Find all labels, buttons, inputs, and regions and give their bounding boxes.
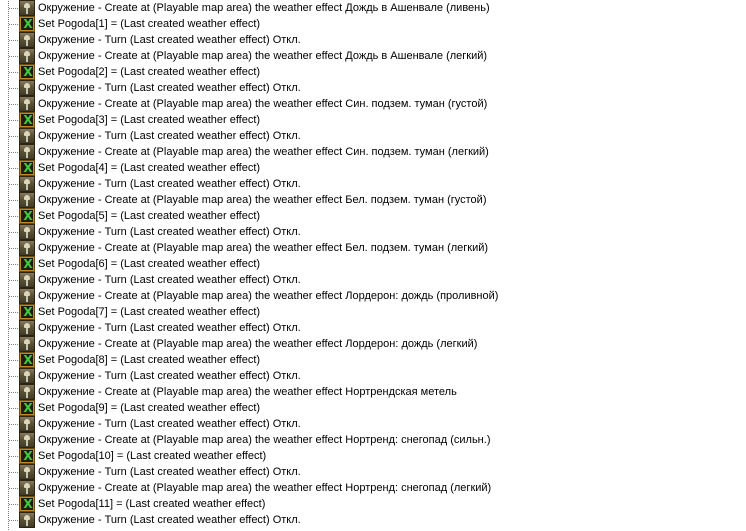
action-label: Окружение - Create at (Playable map area) the weather effect Син. подзем. туман (легкий) [38, 146, 489, 158]
action-row[interactable] [0, 256, 746, 272]
set-variable-icon [19, 496, 35, 512]
weather-icon [19, 512, 35, 528]
action-row[interactable] [0, 224, 746, 240]
weather-icon [19, 176, 35, 192]
action-row[interactable] [0, 272, 746, 288]
set-variable-icon [19, 160, 35, 176]
tree-branch-line [9, 56, 18, 57]
action-label: Окружение - Create at (Playable map area) the weather effect Бел. подзем. туман (густой) [38, 194, 487, 206]
weather-icon [19, 288, 35, 304]
action-label: Окружение - Turn (Last created weather effect) Откл. [38, 514, 301, 526]
set-variable-icon [19, 304, 35, 320]
weather-icon [19, 272, 35, 288]
tree-branch-line [9, 40, 18, 41]
action-label: Set Pogoda[1] = (Last created weather effect) [38, 18, 261, 30]
action-label: Set Pogoda[6] = (Last created weather effect) [38, 258, 261, 270]
action-label: Окружение - Create at (Playable map area) the weather effect Нортрендская метель [38, 386, 457, 398]
action-label: Окружение - Create at (Playable map area) the weather effect Дождь в Ашенвале (легкий) [38, 50, 488, 62]
tree-branch-line [9, 184, 18, 185]
action-row[interactable] [0, 352, 746, 368]
action-row[interactable] [0, 320, 746, 336]
set-variable-icon [19, 208, 35, 224]
tree-branch-line [9, 8, 18, 9]
tree-branch-line [9, 456, 18, 457]
action-row[interactable] [0, 16, 746, 32]
action-row[interactable] [0, 96, 746, 112]
tree-branch-line [9, 168, 18, 169]
action-label: Окружение - Turn (Last created weather effect) Откл. [38, 226, 301, 238]
tree-branch-line [9, 408, 18, 409]
tree-branch-line [9, 280, 18, 281]
action-row[interactable] [0, 464, 746, 480]
action-label: Окружение - Turn (Last created weather effect) Откл. [38, 130, 301, 142]
weather-icon [19, 96, 35, 112]
action-label: Set Pogoda[2] = (Last created weather effect) [38, 66, 261, 78]
action-row[interactable] [0, 288, 746, 304]
weather-icon [19, 416, 35, 432]
tree-branch-line [9, 376, 18, 377]
action-row[interactable] [0, 416, 746, 432]
action-row[interactable] [0, 128, 746, 144]
action-label: Окружение - Create at (Playable map area) the weather effect Нортренд: снегопад (сильн.) [38, 434, 491, 446]
weather-icon [19, 32, 35, 48]
action-row[interactable] [0, 304, 746, 320]
action-label: Окружение - Create at (Playable map area) the weather effect Бел. подзем. туман (легкий) [38, 242, 489, 254]
tree-branch-line [9, 104, 18, 105]
tree-branch-line [9, 232, 18, 233]
weather-icon [19, 0, 35, 16]
action-row[interactable] [0, 240, 746, 256]
action-label: Окружение - Turn (Last created weather effect) Откл. [38, 82, 301, 94]
action-row[interactable] [0, 0, 746, 16]
tree-branch-line [9, 392, 18, 393]
set-variable-icon [19, 352, 35, 368]
tree-branch-line [9, 328, 18, 329]
action-row[interactable] [0, 512, 746, 528]
tree-branch-line [9, 248, 18, 249]
action-row[interactable] [0, 80, 746, 96]
action-label: Окружение - Turn (Last created weather effect) Откл. [38, 34, 301, 46]
weather-icon [19, 464, 35, 480]
action-label: Окружение - Create at (Playable map area) the weather effect Дождь в Ашенвале (ливень) [38, 2, 490, 14]
tree-branch-line [9, 88, 18, 89]
action-row[interactable] [0, 48, 746, 64]
action-row[interactable] [0, 32, 746, 48]
action-label: Set Pogoda[9] = (Last created weather effect) [38, 402, 261, 414]
weather-icon [19, 144, 35, 160]
action-row[interactable] [0, 336, 746, 352]
tree-branch-line [9, 296, 18, 297]
action-label: Окружение - Turn (Last created weather effect) Откл. [38, 466, 301, 478]
action-row[interactable] [0, 64, 746, 80]
weather-icon [19, 432, 35, 448]
action-label: Set Pogoda[11] = (Last created weather effect) [38, 498, 266, 510]
weather-icon [19, 224, 35, 240]
action-label: Окружение - Create at (Playable map area) the weather effect Лордерон: дождь (легкий) [38, 338, 478, 350]
action-row[interactable] [0, 432, 746, 448]
action-label: Set Pogoda[8] = (Last created weather effect) [38, 354, 261, 366]
weather-icon [19, 336, 35, 352]
action-label: Окружение - Turn (Last created weather effect) Откл. [38, 178, 301, 190]
tree-branch-line [9, 520, 18, 521]
tree-branch-line [9, 472, 18, 473]
set-variable-icon [19, 256, 35, 272]
weather-icon [19, 368, 35, 384]
set-variable-icon [19, 16, 35, 32]
set-variable-icon [19, 448, 35, 464]
action-label: Окружение - Turn (Last created weather effect) Откл. [38, 370, 301, 382]
set-variable-icon [19, 64, 35, 80]
action-row[interactable] [0, 144, 746, 160]
action-label: Окружение - Create at (Playable map area) the weather effect Нортренд: снегопад (легкий) [38, 482, 492, 494]
action-row[interactable] [0, 384, 746, 400]
action-row[interactable] [0, 400, 746, 416]
tree-branch-line [9, 216, 18, 217]
weather-icon [19, 384, 35, 400]
action-label: Окружение - Turn (Last created weather effect) Откл. [38, 274, 301, 286]
weather-icon [19, 48, 35, 64]
tree-branch-line [9, 152, 18, 153]
weather-icon [19, 128, 35, 144]
tree-branch-line [9, 424, 18, 425]
tree-branch-line [9, 200, 18, 201]
action-row[interactable] [0, 192, 746, 208]
action-row[interactable] [0, 480, 746, 496]
action-label: Окружение - Turn (Last created weather effect) Откл. [38, 418, 301, 430]
action-row[interactable] [0, 496, 746, 512]
weather-icon [19, 320, 35, 336]
tree-branch-line [9, 24, 18, 25]
action-row[interactable] [0, 160, 746, 176]
action-label: Окружение - Create at (Playable map area) the weather effect Лордерон: дождь (проливной) [38, 290, 499, 302]
tree-branch-line [9, 360, 18, 361]
action-label: Set Pogoda[4] = (Last created weather effect) [38, 162, 261, 174]
action-label: Set Pogoda[10] = (Last created weather effect) [38, 450, 267, 462]
tree-branch-line [9, 344, 18, 345]
weather-icon [19, 192, 35, 208]
tree-branch-line [9, 136, 18, 137]
tree-branch-line [9, 504, 18, 505]
action-label: Окружение - Create at (Playable map area) the weather effect Син. подзем. туман (густой) [38, 98, 488, 110]
action-label: Set Pogoda[3] = (Last created weather effect) [38, 114, 261, 126]
tree-branch-line [9, 312, 18, 313]
weather-icon [19, 80, 35, 96]
action-row[interactable] [0, 112, 746, 128]
action-label: Set Pogoda[7] = (Last created weather effect) [38, 306, 261, 318]
action-row[interactable] [0, 176, 746, 192]
tree-branch-line [9, 72, 18, 73]
tree-branch-line [9, 120, 18, 121]
set-variable-icon [19, 112, 35, 128]
tree-branch-line [9, 440, 18, 441]
action-row[interactable] [0, 208, 746, 224]
tree-branch-line [9, 264, 18, 265]
action-label: Set Pogoda[5] = (Last created weather effect) [38, 210, 261, 222]
set-variable-icon [19, 400, 35, 416]
action-label: Окружение - Turn (Last created weather effect) Откл. [38, 322, 301, 334]
action-row[interactable] [0, 448, 746, 464]
weather-icon [19, 480, 35, 496]
action-row[interactable] [0, 368, 746, 384]
weather-icon [19, 240, 35, 256]
tree-branch-line [9, 488, 18, 489]
